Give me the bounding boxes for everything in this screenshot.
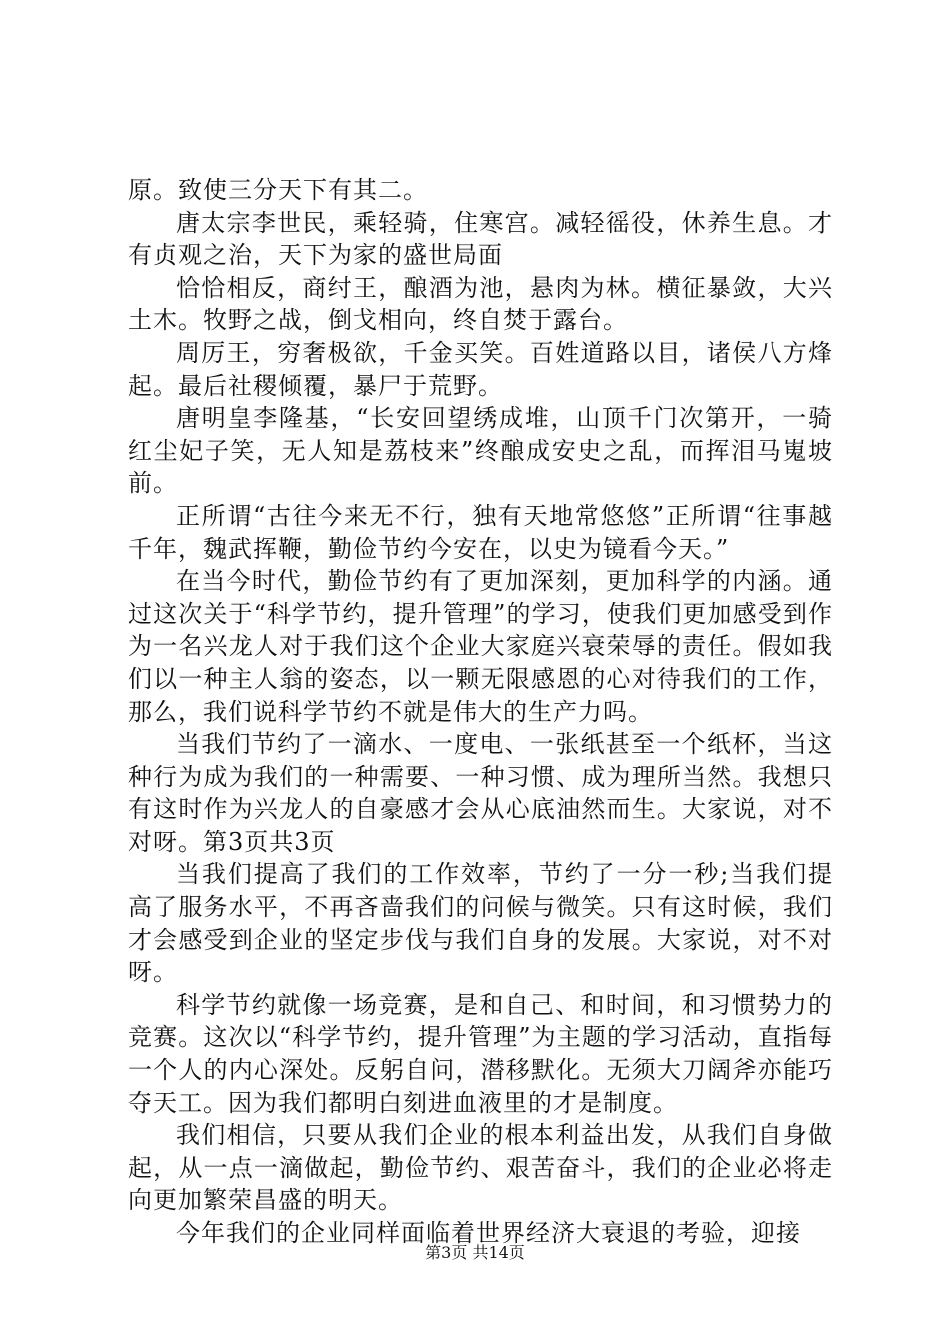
- document-body: [128, 174, 833, 1250]
- paragraph: 周厉王，穷奢极欲，千金买笑。百姓道路以目，诸侯八方烽起。最后社稷倾覆，暴尸于荒野。: [128, 338, 833, 400]
- paragraph: 恰恰相反，商纣王，酿酒为池，悬肉为林。横征暴敛，大兴土木。牧野之战，倒戈相向，终自焚于露台。: [128, 273, 833, 335]
- paragraph: 唐明皇李隆基，“长安回望绣成堆，山顶千门次第开，一骑红尘妃子笑，无人知是荔枝来”终酿成安史之乱，而挥泪马嵬坡前。: [128, 404, 833, 498]
- paragraph: 今年我们的企业同样面临着世界经济大衰退的考验，迎接: [176, 1219, 801, 1247]
- paragraph: 在当今时代，勤俭节约有了更加深刻，更加科学的内涵。通过这次关于“科学节约，提升管理”的学习，使我们更加感受到作为一名兴龙人对于我们这个企业大家庭兴衰荣辱的责任。假如我们以一种主人翁的姿态，以一颗无限感恩的心对待我们的工作，那么，我们说科学节约不就是伟大的生产力吗。: [128, 567, 833, 726]
- page-number-footer: 第3页 共14页: [425, 1243, 525, 1262]
- paragraph: 原。致使三分天下有其二。: [128, 176, 428, 204]
- paragraph: 当我们节约了一滴水、一度电、一张纸甚至一个纸杯，当这种行为成为我们的一种需要、一种习惯、成为理所当然。我想只有这时作为兴龙人的自豪感才会从心底油然而生。大家说，对不对呀。第3页共3页: [128, 730, 833, 856]
- paragraph: 正所谓“古往今来无不行，独有天地常悠悠”正所谓“往事越千年，魏武挥鞭，勤俭节约今安在，以史为镜看今天。”: [128, 501, 833, 563]
- paragraph: 唐太宗李世民，乘轻骑，住寒宫。减轻徭役，休养生息。才有贞观之治，天下为家的盛世局面: [128, 208, 833, 270]
- paragraph: 我们相信，只要从我们企业的根本利益出发，从我们自身做起，从一点一滴做起，勤俭节约、艰苦奋斗，我们的企业必将走向更加繁荣昌盛的明天。: [128, 1121, 833, 1215]
- paragraph: 当我们提高了我们的工作效率，节约了一分一秒;当我们提高了服务水平，不再吝啬我们的问候与微笑。只有这时候，我们才会感受到企业的坚定步伐与我们自身的发展。大家说，对不对呀。: [128, 860, 833, 987]
- paragraph: 科学节约就像一场竞赛，是和自己、和时间，和习惯势力的竞赛。这次以“科学节约，提升管理”为主题的学习活动，直指每一个人的内心深处。反躬自问，潜移默化。无须大刀阔斧亦能巧夺天工。因为我们都明白刻进血液里的才是制度。: [128, 990, 833, 1117]
